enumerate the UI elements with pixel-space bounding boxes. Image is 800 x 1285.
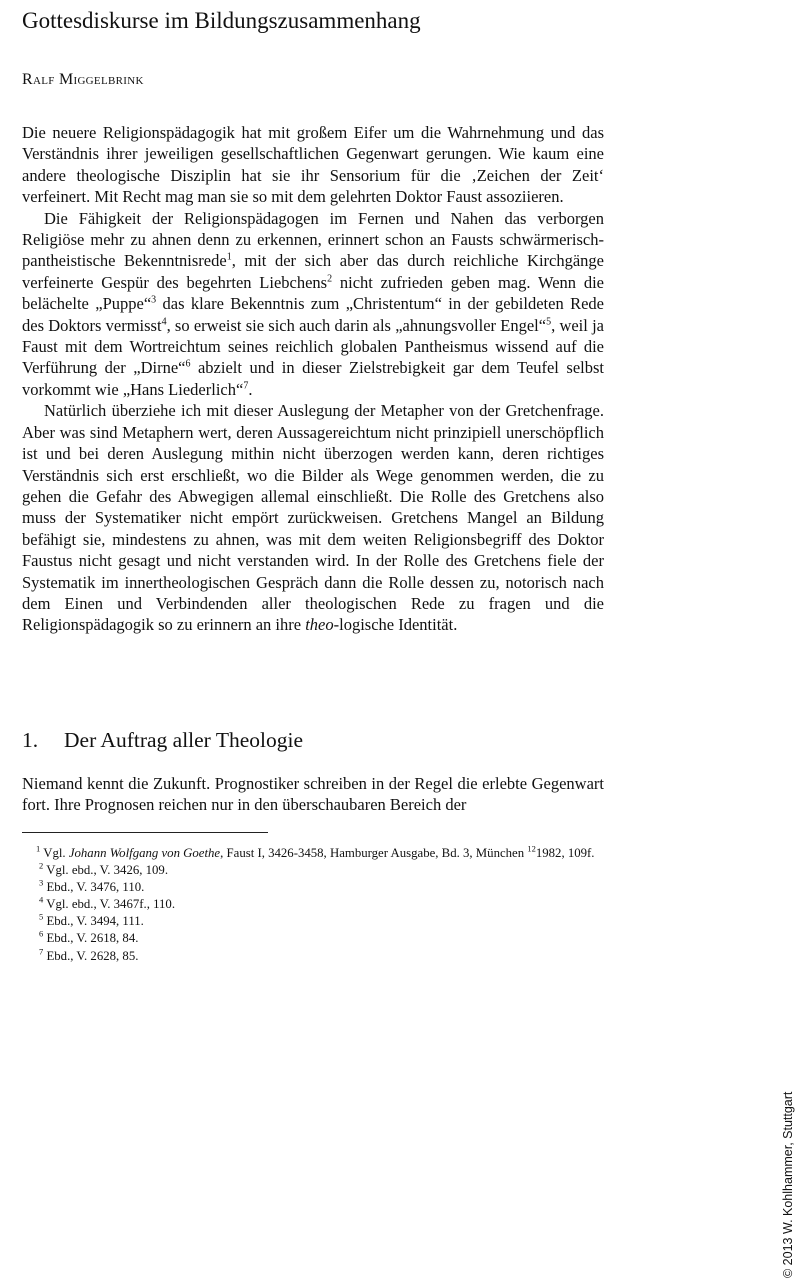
paragraph-text: Die Fähigkeit der Religionspädagogen im Fernen und Nahen das verborgen Religiöse mehr zu ahnen denn zu erkennen, erinnert schon an Fausts schwärmerisch-pantheistische Bekenntnisrede xyxy=(22,208,604,271)
section-number: 1. xyxy=(22,728,39,752)
footnote-ref[interactable]: 4 xyxy=(161,316,167,328)
intro-paragraph-1: Die neuere Religionspädagogik hat mit großem Eifer um die Wahrnehmung und das Verständnis ihrer jeweiligen gesellschaftlichen Gegenwart gerungen. Wie kaum eine andere theologische Disziplin hat sie ihr Sensorium für die ‚Zeichen der Zeit‘ verfeinert. Mit Recht mag man sie so mit dem gelehrten Doktor Faust assoziieren. xyxy=(22,123,604,207)
footnote-text: Ebd., V. 2628, 85. xyxy=(46,948,139,963)
footnote-text: Ebd., V. 3494, 111. xyxy=(46,914,144,929)
footnote-number: 7 xyxy=(39,946,44,957)
footnote-text: 1982, 109f. xyxy=(535,846,595,860)
section-1-paragraph-1: Niemand kennt die Zukunft. Prognostiker schreiben in der Regel die erlebte Gegenwart fort. Ihre Prognosen reichen nur in den überschaubaren Bereich der xyxy=(22,774,604,815)
author-name: Ralf Miggelbrink xyxy=(22,71,144,88)
footnote-text: , Faust I, 3426-3458, Hamburger Ausgabe, Bd. 3, München xyxy=(220,846,528,860)
footnote-number: 3 xyxy=(39,877,44,888)
paragraph-text: , mit der sich aber das durch reichliche Kirchgänge verfeinerte Gespür des begehrten Liebchens xyxy=(22,251,604,292)
footnote-4 xyxy=(22,896,604,913)
intro-text xyxy=(22,122,604,636)
intro-paragraph-2 xyxy=(22,208,604,401)
footnote-number: 2 xyxy=(39,860,44,871)
footnote-ref[interactable]: 6 xyxy=(185,358,191,370)
intro-paragraph-3 xyxy=(22,400,604,635)
footnote-text: Ebd., V. 3476, 110. xyxy=(46,880,145,895)
footnote-ref[interactable]: 3 xyxy=(151,294,157,306)
footnote-2 xyxy=(22,862,604,879)
page-title: Gottesdiskurse im Bildungszusammenhang xyxy=(22,8,421,33)
footnote-3 xyxy=(22,879,604,896)
paragraph-text: nicht zufrieden geben mag. Wenn die belächelte „Puppe“ xyxy=(22,272,604,314)
paragraph-text: abzielt und in dieser Zielstrebigkeit gar dem Teufel selbst vorkommt wie „Hans Liederlich“ xyxy=(22,358,604,399)
footnote-7 xyxy=(22,948,604,965)
footnote-number: 1 xyxy=(36,843,41,854)
section-title: Der Auftrag aller Theologie xyxy=(64,728,303,752)
footnote-1 xyxy=(22,845,604,862)
footnote-text: Vgl. ebd., V. 3426, 109. xyxy=(46,863,169,878)
footnote-number: 6 xyxy=(39,929,44,940)
footnote-text: Ebd., V. 2618, 84. xyxy=(46,931,139,946)
footnote-5 xyxy=(22,913,604,930)
section-1-text xyxy=(22,773,604,816)
emphasis-text: theo xyxy=(305,615,334,635)
paragraph-text: Natürlich überziehe ich mit dieser Auslegung der Metapher von der Gretchenfrage. Aber was sind Metaphern wert, deren Aussagereichtum nicht prinzipiell unerschöpflich ist und bei deren Auslegung mithin nicht überzogen werden kann, deren richtiges Verständnis sich erst erschließt, wo die Bilder als Wege genommen werden, die zu gehen die Gefahr des Abwegigen allemal einschließt. Die Rolle des Gretchens also muss der Systematiker nicht empört zurückweisen. Gretchens Mangel an Bildung befähigt sie, mindestens zu ahnen, was mit dem weiten Religionsbegriff des Doktor Faustus nicht gesagt und nicht verstanden wird. In der Rolle des Gretchens fiele der Systematik im innertheologischen Gespräch dann die Rolle dessen zu, notorisch nach dem Einen und Verbindenden aller theologischen Rede zu fragen und die Religionspädagogik so zu erinnern an ihre xyxy=(22,401,604,635)
paragraph-text: -logische Identität. xyxy=(333,615,458,635)
footnote-number: 4 xyxy=(39,895,44,906)
footnote-text: Vgl. xyxy=(43,846,69,860)
footnote-ref[interactable]: 2 xyxy=(327,273,333,285)
paragraph-text: das klare Bekenntnis zum „Christentum“ in der gebildeten Rede des Doktors vermisst xyxy=(22,294,604,335)
footnote-edition: 12 xyxy=(527,843,536,854)
paragraph-text: , weil ja Faust mit dem Wortreichtum seines reichlich globalen Pantheismus wissend auf die Verführung der „Dirne“ xyxy=(22,315,604,378)
footnote-6 xyxy=(22,930,604,947)
footnote-text: Vgl. ebd., V. 3467f., 110. xyxy=(46,897,176,912)
paragraph-text: , so erweist sie sich auch darin als „ahnungsvoller Engel“ xyxy=(166,315,547,335)
footnote-ref[interactable]: 1 xyxy=(226,251,232,263)
copyright-notice: © 2013 W. Kohlhammer, Stuttgart xyxy=(781,1091,795,1278)
footnote-list xyxy=(22,845,604,965)
footnote-ref[interactable]: 7 xyxy=(243,380,249,392)
footnote-divider xyxy=(22,832,268,833)
footnote-number: 5 xyxy=(39,912,44,923)
section-heading xyxy=(22,726,303,754)
paragraph-text: . xyxy=(248,379,253,399)
footnote-ref[interactable]: 5 xyxy=(546,316,552,328)
footnote-author: Johann Wolfgang von Goethe xyxy=(68,846,221,860)
